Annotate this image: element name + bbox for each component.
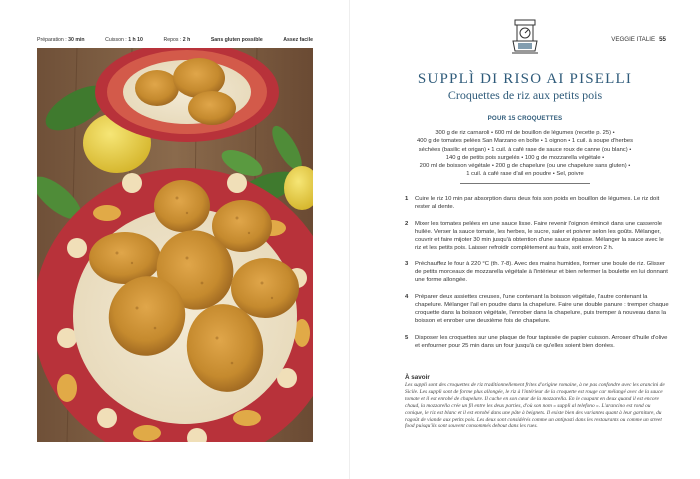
kitchen-scale-emblem-icon [508,16,542,56]
step-text: Disposer les croquettes sur une plaque de four tapissée de papier cuisson. Arroser d'huile d'olive et enfourner pour 25 min dans un four jusqu'à ce qu'elles soient bien dorées. [415,334,668,349]
did-you-know-text: Les supplì sont des croquettes de riz traditionnellement frites d'origine romaine, à ne pas confondre avec les arancini de Sicile. Les supplì sont de forme plus allongée, le riz à l'intérieur de la croquette est rouge car mélangé avec de la sauce tomate et il est enrobé de chapelure. Il cache en son cœur de la mozzarella. En le coupant en deux quand il est encore chaud, la mozzarella crée un fil entre les deux parties, d'où son nom « supplì al telefono ». L'arancino est rond ou conique, le riz est blanc et il est enrobé dans une pâte à beignets. Il existe bien des variantes quant à leur garniture, du ragoût de viande aux petits pois. Les deux sont considérés comme un antipasti dans les restaurants ou comme un street food puisqu'ils sont souvent consommés debout dans les rues. [405,382,665,430]
step [405,335,670,351]
recipe-title: SUPPLÌ DI RISO AI PISELLI [417,71,633,87]
difficulty: Assez facile [283,37,313,43]
step-number: 2 [405,220,409,227]
step-number: 1 [405,196,409,202]
ingredients-list [400,129,650,179]
ingredient-line: 400 g de tomates pelées San Marzano en boîte • 1 oignon • 1 cuil. à soupe d'herbes [417,138,633,145]
running-head: VEGGIE ITALIE [611,36,656,43]
recipe-subtitle: Croquettes de riz aux petits pois [447,88,603,102]
step [405,221,670,253]
ingredient-line: 200 ml de boisson végétale • 200 g de chapelure (ou une chapelure sans gluten) • [419,163,631,170]
step-text: Préchauffez le four à 220 °C (th. 7-8). Avec des mains humides, former une boule de riz. Glisser de petits morceaux de mozzarella végétale à l'intérieur et bien refermer la boulette en lui donnant une forme allongée. [415,261,668,284]
gluten-free-note: Sans gluten possible [210,37,263,43]
step [405,294,670,326]
did-you-know-heading: À savoir [405,374,430,381]
right-page [350,0,700,479]
step-number: 5 [405,334,409,341]
step [405,196,670,212]
step-number: 4 [405,294,409,301]
running-header [611,36,666,43]
cook-time: Cuisson : 1 h 10 [105,37,143,43]
recipe-photo [37,48,313,442]
ingredients-divider [460,183,590,184]
ingredient-line: 300 g de riz carnaroli • 600 ml de bouillon de légumes (recette p. 25) • [435,130,615,136]
step [405,261,670,285]
servings: POUR 15 CROQUETTES [487,115,563,122]
recipe-steps [405,196,670,360]
step-text: Préparer deux assiettes creuses, l'une contenant la boisson végétale, l'autre contenant la chapelure. Mélanger l'ail en poudre dans la chapelure. Faire une double panure : tremper chaque croquette dans la boisson végétale, l'enrober dans la chapelure, puis tremper à nouveau dans la boisson et enrober une deuxième fois de chapelure. [415,294,669,324]
ingredient-line: 1 cuil. à café rase d'ail en poudre • Sel, poivre [466,171,584,178]
step-text: Mixer les tomates pelées en une sauce lisse. Faire revenir l'oignon émincé dans une casserole huilée. Verser la sauce tomate, les herbes, le sucre, saler et poivrer selon les goûts. Mélanger, couvrir et faire mijoter 30 min jusqu'à obtention d'une sauce épaisse. Mélanger la sauce avec le riz et les petits pois. Laisser refroidir complètement au frais, soit environ 2 h. [415,220,664,251]
croquettes-photo-illustration [37,48,313,442]
ingredient-line: séchées (basilic et origan) • 1 cuil. à café rase de sauce roux de canne (ou blanc) • [418,146,632,153]
ingredient-line: 140 g de petits pois surgelés • 100 g de mozzarella végétale • [445,154,605,161]
rest-time: Repos : 2 h [163,37,191,43]
recipe-meta [37,37,313,43]
did-you-know-box [405,374,670,440]
page-number: 55 [659,36,666,43]
prep-time: Préparation : 30 min [37,37,85,43]
step-number: 3 [405,261,409,268]
step-text: Cuire le riz 10 min par absorption dans deux fois son poids en bouillon de légumes. Le riz doit rester al dente. [415,196,660,210]
